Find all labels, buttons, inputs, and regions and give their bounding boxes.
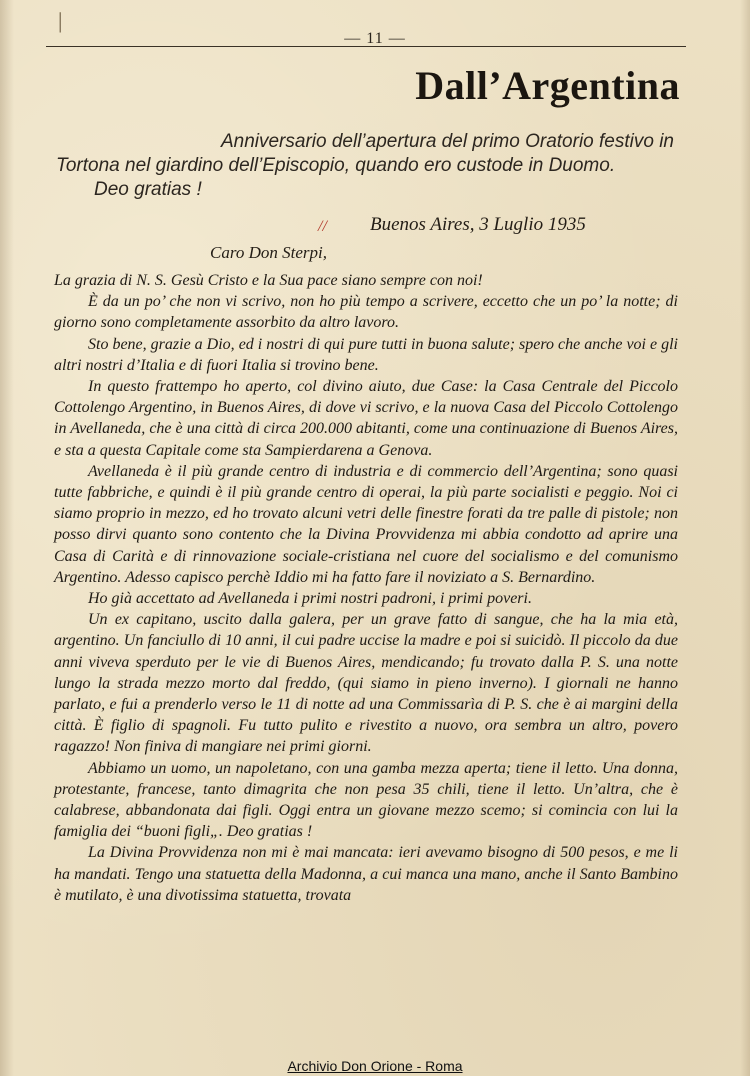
article-title: Dall’Argentina xyxy=(415,63,680,108)
handwritten-mark: // xyxy=(318,218,327,235)
header-rule xyxy=(46,46,686,47)
letter-paragraph: La Divina Provvidenza non mi è mai mancata: ieri avevamo bisogno di 500 pesos, e me li ha mandati. Tengo una statuetta della Madonna, a cui manca una mano, anche il Santo Bambino è mutilato, è una divotissima statuetta, trovata xyxy=(54,844,678,904)
margin-tick-mark: | xyxy=(58,8,63,33)
letter-paragraph: Abbiamo un uomo, un napoletano, con una gamba mezza aperta; tiene il letto. Una donna, protestante, francese, tanto dimagrita che non pesa 35 chili, tiene il letto. Un’altra, che è calabrese, abbandonata dai figli. Oggi entra un giovane mezzo scemo; si comincia con lui la famiglia dei “buoni figli„. Deo gratias ! xyxy=(54,759,678,841)
letter-paragraph: La grazia di N. S. Gesù Cristo e la Sua pace siano sempre con noi! xyxy=(54,272,483,289)
letter-paragraph: In questo frattempo ho aperto, col divino aiuto, due Case: la Casa Centrale del Piccolo Cottolengo Argentino, in Buenos Aires, di dove vi scrivo, e la nuova Casa del Piccolo Cottolengo in Avellaneda, che è una città di circa 200.000 abitanti, come una continuazione di Buenos Aires, e sta a questa Capitale come sta Sampierdarena a Genova. xyxy=(54,378,678,459)
archive-label: Archivio Don Orione - Roma xyxy=(287,1058,463,1074)
archive-footer xyxy=(0,1058,750,1074)
letter-paragraph: È da un po’ che non vi scrivo, non ho più tempo a scrivere, eccetto che un po’ la notte; di giorno sono completamente assorbito da altro lavoro. xyxy=(54,293,678,332)
letter-paragraph: Ho già accettato ad Avellaneda i primi nostri padroni, i primi poveri. xyxy=(88,590,532,608)
letter-body xyxy=(54,270,678,906)
letter-paragraph: Sto bene, grazie a Dio, ed i nostri di qui pure tutti in buona salute; spero che anche voi e gli altri nostri d’Italia e di fuori Italia si trovino bene. xyxy=(54,335,678,374)
paper-edge-left xyxy=(0,0,14,1076)
letter-paragraph: Un ex capitano, uscito dalla galera, per un grave fatto di sangue, che ha la mia età, argentino. Un fanciullo di 10 anni, il cui padre uccise la madre e poi si suicidò. Il piccolo da due anni viveva sperduto per le vie di Buenos Aires, mendicando; fu trovato dalla P. S. una notte lungo la strada mezzo morto dal freddo, (qui siamo in pieno inverno). I giornali ne hanno parlato, e fui a prenderlo verso le 11 di notte ad una Commissarìa di P. S. che è ai margini della città. È figlio di spagnoli. Fu tutto pulito e rivestito a nuovo, ora sembra un altro, povero ragazzo! Non finiva di mangiare nei primi giorni. xyxy=(54,611,678,756)
subtitle-line: Anniversario dell’apertura del primo Oratorio festivo in xyxy=(220,131,674,152)
paper-edge-right xyxy=(740,0,750,1076)
letter-paragraph: Avellaneda è il più grande centro di industria e di commercio dell’Argentina; sono quasi tutte fabbriche, e quindi è il più grande centro di operai, la più parte socialisti e peggio. Noi ci siamo proprio in mezzo, ed ho trovato alcuni vetri delle finestre forati da tre palle di pistole; non posso dirvi quanto sono contento che la Divina Provvidenza mi abbia condotto ad aprire una Casa di Carità e di rinnovazione sociale-cristiana nel cuore del socialismo e del comunismo Argentino. Adesso capisco perchè Iddio mi ha fatto fare il noviziato a S. Bernardino. xyxy=(54,462,678,586)
subtitle-line: Deo gratias ! xyxy=(94,179,202,200)
letter-salutation: Caro Don Sterpi, xyxy=(210,243,327,262)
page-number: — 11 — xyxy=(344,30,406,47)
letter-dateline: Buenos Aires, 3 Luglio 1935 xyxy=(370,214,586,235)
subtitle-line: Tortona nel giardino dell’Episcopio, quando ero custode in Duomo. xyxy=(56,155,616,176)
article-subtitle xyxy=(56,130,686,202)
